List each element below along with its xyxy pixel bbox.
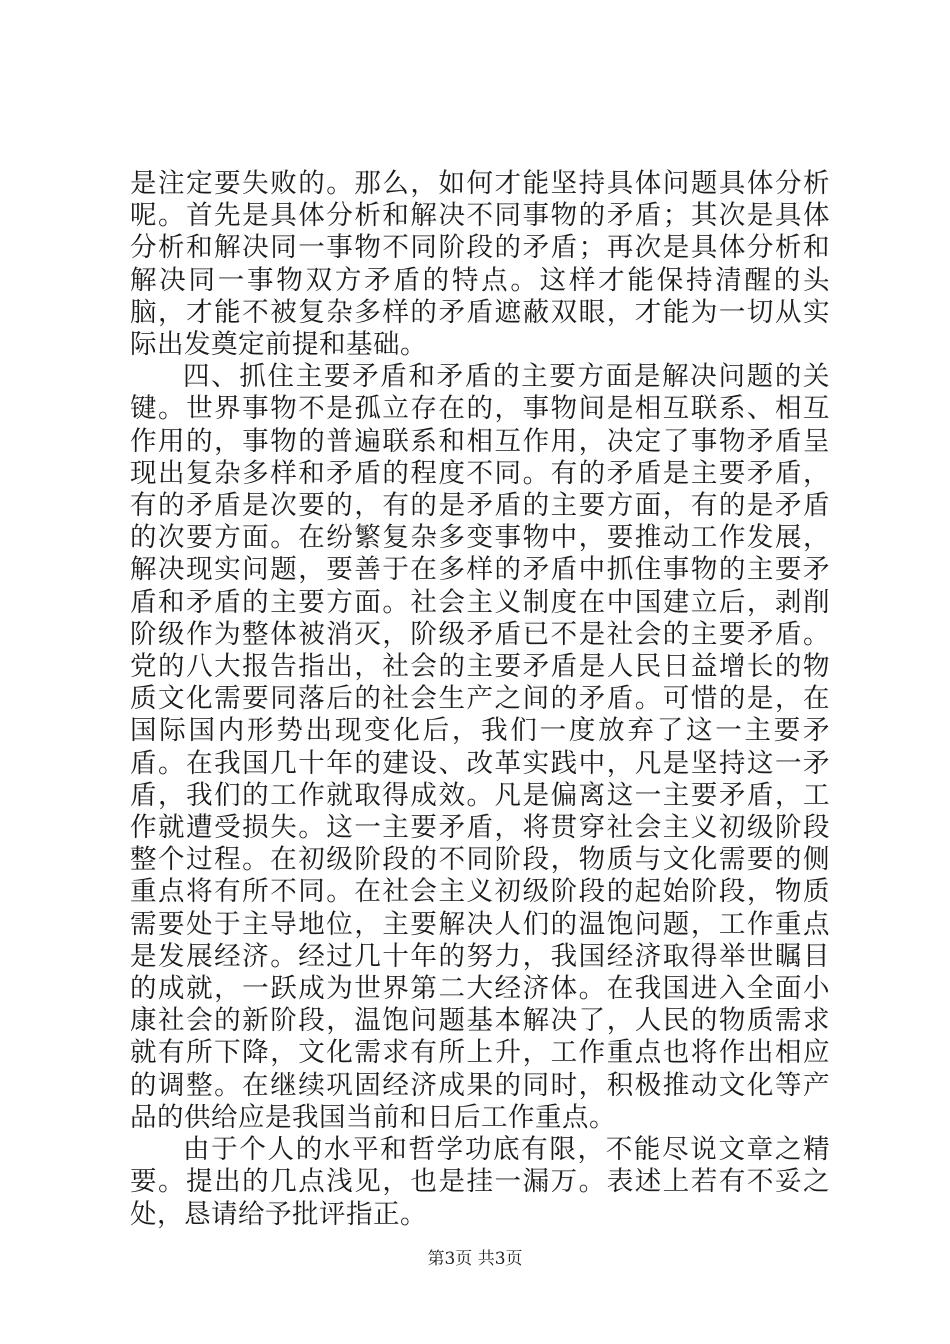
paragraph-2: 四、抓住主要矛盾和矛盾的主要方面是解决问题的关键。世界事物不是孤立存在的，事物间是相互联系、相互作用的，事物的普遍联系和相互作用，决定了事物矛盾呈现出复杂多样和矛盾的程度不同。有的矛盾是主要矛盾，有的矛盾是次要的，有的是矛盾的主要方面，有的是矛盾的次要方面。在纷繁复杂多变事物中，要推动工作发展，解决现实问题，要善于在多样的矛盾中抓住事物的主要矛盾和矛盾的主要方面。社会主义制度在中国建立后，剥削阶级作为整体被消灭，阶级矛盾已不是社会的主要矛盾。党的八大报告指出，社会的主要矛盾是人民日益增长的物质文化需要同落后的社会生产之间的矛盾。可惜的是，在国际国内形势出现变化后，我们一度放弃了这一主要矛盾。在我国几十年的建设、改革实践中，凡是坚持这一矛盾，我们的工作就取得成效。凡是偏离这一主要矛盾，工作就遭受损失。这一主要矛盾，将贯穿社会主义初级阶段整个过程。在初级阶段的不同阶段，物质与文化需要的侧重点将有所不同。在社会主义初级阶段的起始阶段，物质需要处于主导地位，主要解决人们的温饱问题，工作重点是发展经济。经过几十年的努力，我国经济取得举世瞩目的成就，一跃成为世界第二大经济体。在我国进入全面小康社会的新阶段，温饱问题基本解决了，人民的物质需求就有所下降，文化需求有所上升，工作重点也将作出相应的调整。在继续巩固经济成果的同时，积极推动文化等产品的供给应是我国当前和日后工作重点。 [130, 361, 830, 1133]
page-number-footer: 第3页 共3页 [427, 1249, 523, 1269]
document-body [130, 168, 830, 1231]
paragraph-3: 由于个人的水平和哲学功底有限，不能尽说文章之精要。提出的几点浅见，也是挂一漏万。表述上若有不妥之处，恳请给予批评指正。 [130, 1134, 830, 1230]
paragraph-1: 是注定要失败的。那么，如何才能坚持具体问题具体分析呢。首先是具体分析和解决不同事物的矛盾；其次是具体分析和解决同一事物不同阶段的矛盾；再次是具体分析和解决同一事物双方矛盾的特点。这样才能保持清醒的头脑，才能不被复杂多样的矛盾遮蔽双眼，才能为一切从实际出发奠定前提和基础。 [130, 168, 830, 361]
